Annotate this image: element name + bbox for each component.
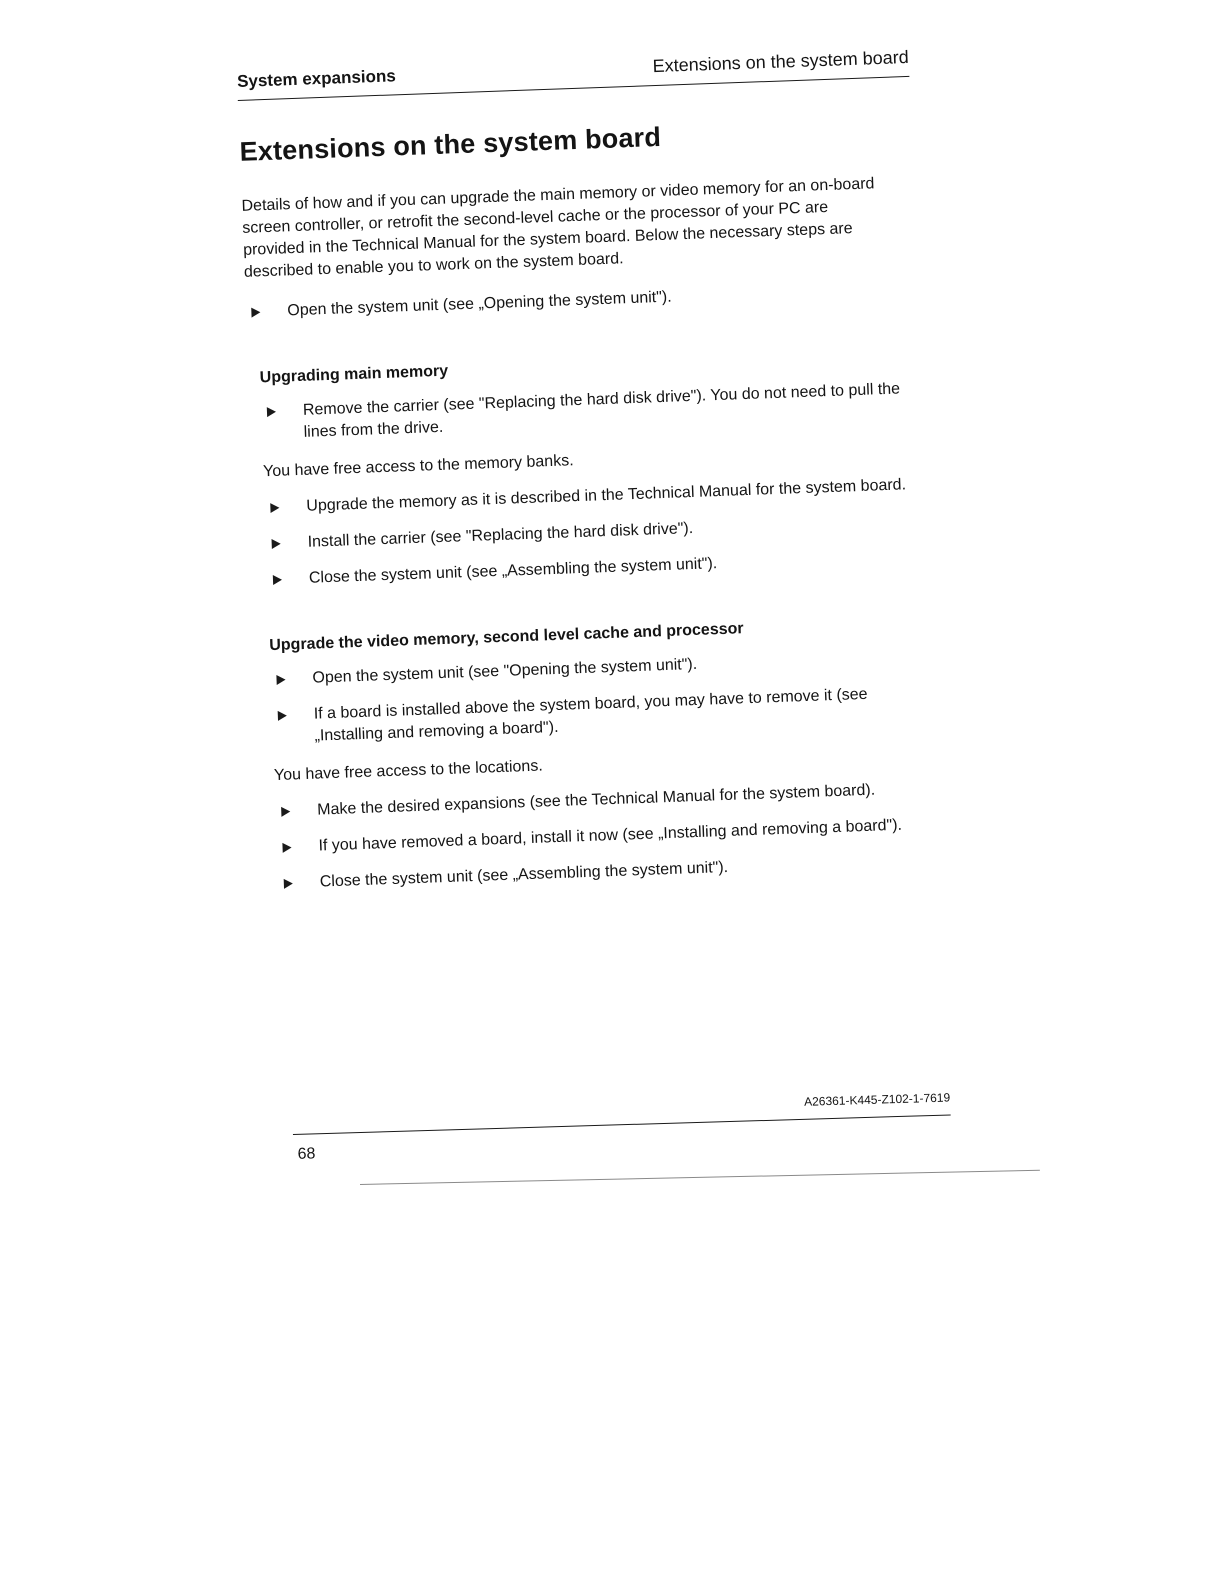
arrow-bullet-icon [272,539,281,549]
note-text: You have free access to the memory banks. [262,452,574,481]
page-title: Extensions on the system board [239,121,662,167]
page-content [236,26,938,895]
step-text: Make the desired expansions (see the Technical Manual for the system board). [316,781,876,819]
scan-edge-line [360,1170,1040,1185]
arrow-bullet-icon [282,843,291,853]
arrow-bullet-icon [251,307,260,317]
step-item [271,681,934,749]
section-upgrading-main-memory [247,346,927,592]
page-number: 68 [297,1145,316,1163]
step-text: Install the carrier (see "Replacing the hard disk drive"). [307,519,694,551]
page-footer [292,1082,951,1163]
step-text: Close the system unit (see „Assembling the system unit"). [319,858,729,891]
arrow-bullet-icon [267,407,276,417]
arrow-bullet-icon [278,711,287,721]
arrow-bullet-icon [270,503,279,513]
arrow-bullet-icon [284,879,293,889]
footer-rule [293,1114,951,1135]
step-item [261,378,924,446]
header-section-name: System expansions [236,66,397,91]
section-heading: Upgrade the video memory, second level cache and processor [269,620,744,655]
step-text: Close the system unit (see „Assembling the system unit"). [308,555,718,587]
step-text: Upgrade the memory as it is described in the Technical Manual for the system board. [306,476,907,515]
running-header [236,26,909,101]
step-item [245,278,907,324]
step-item [277,849,939,895]
arrow-bullet-icon [273,575,282,585]
arrow-bullet-icon [281,807,290,817]
section-heading: Upgrading main memory [259,362,449,387]
document-id: A26361-K445-Z102-1-7619 [803,1090,951,1109]
intro-paragraph: Details of how and if you can upgrade the main memory or video memory for an on-board screen controller, or retrofit the second-level cache or the processor of your PC are provided in the Technical Manual for the system board. Below the necessary steps are described to enable you to work on the system board. [241,175,875,281]
step-text: If a board is installed above the system board, you may have to remove it (see „Installing and removing a board"). [313,685,868,745]
note-text: You have free access to the locations. [273,757,544,785]
step-text: If you have removed a board, install it now (see „Installing and removing a board"). [318,816,903,855]
step-text: Open the system unit (see "Opening the system unit"). [312,655,698,687]
step-text: Remove the carrier (see "Replacing the hard disk drive"). You do not need to pull the lines from the drive. [302,380,901,441]
section-upgrade-video-memory [257,614,938,896]
header-chapter-name: Extensions on the system board [652,46,910,77]
step-item [267,546,929,592]
arrow-bullet-icon [276,675,285,685]
step-text: Open the system unit (see „Opening the system unit"). [287,288,672,320]
